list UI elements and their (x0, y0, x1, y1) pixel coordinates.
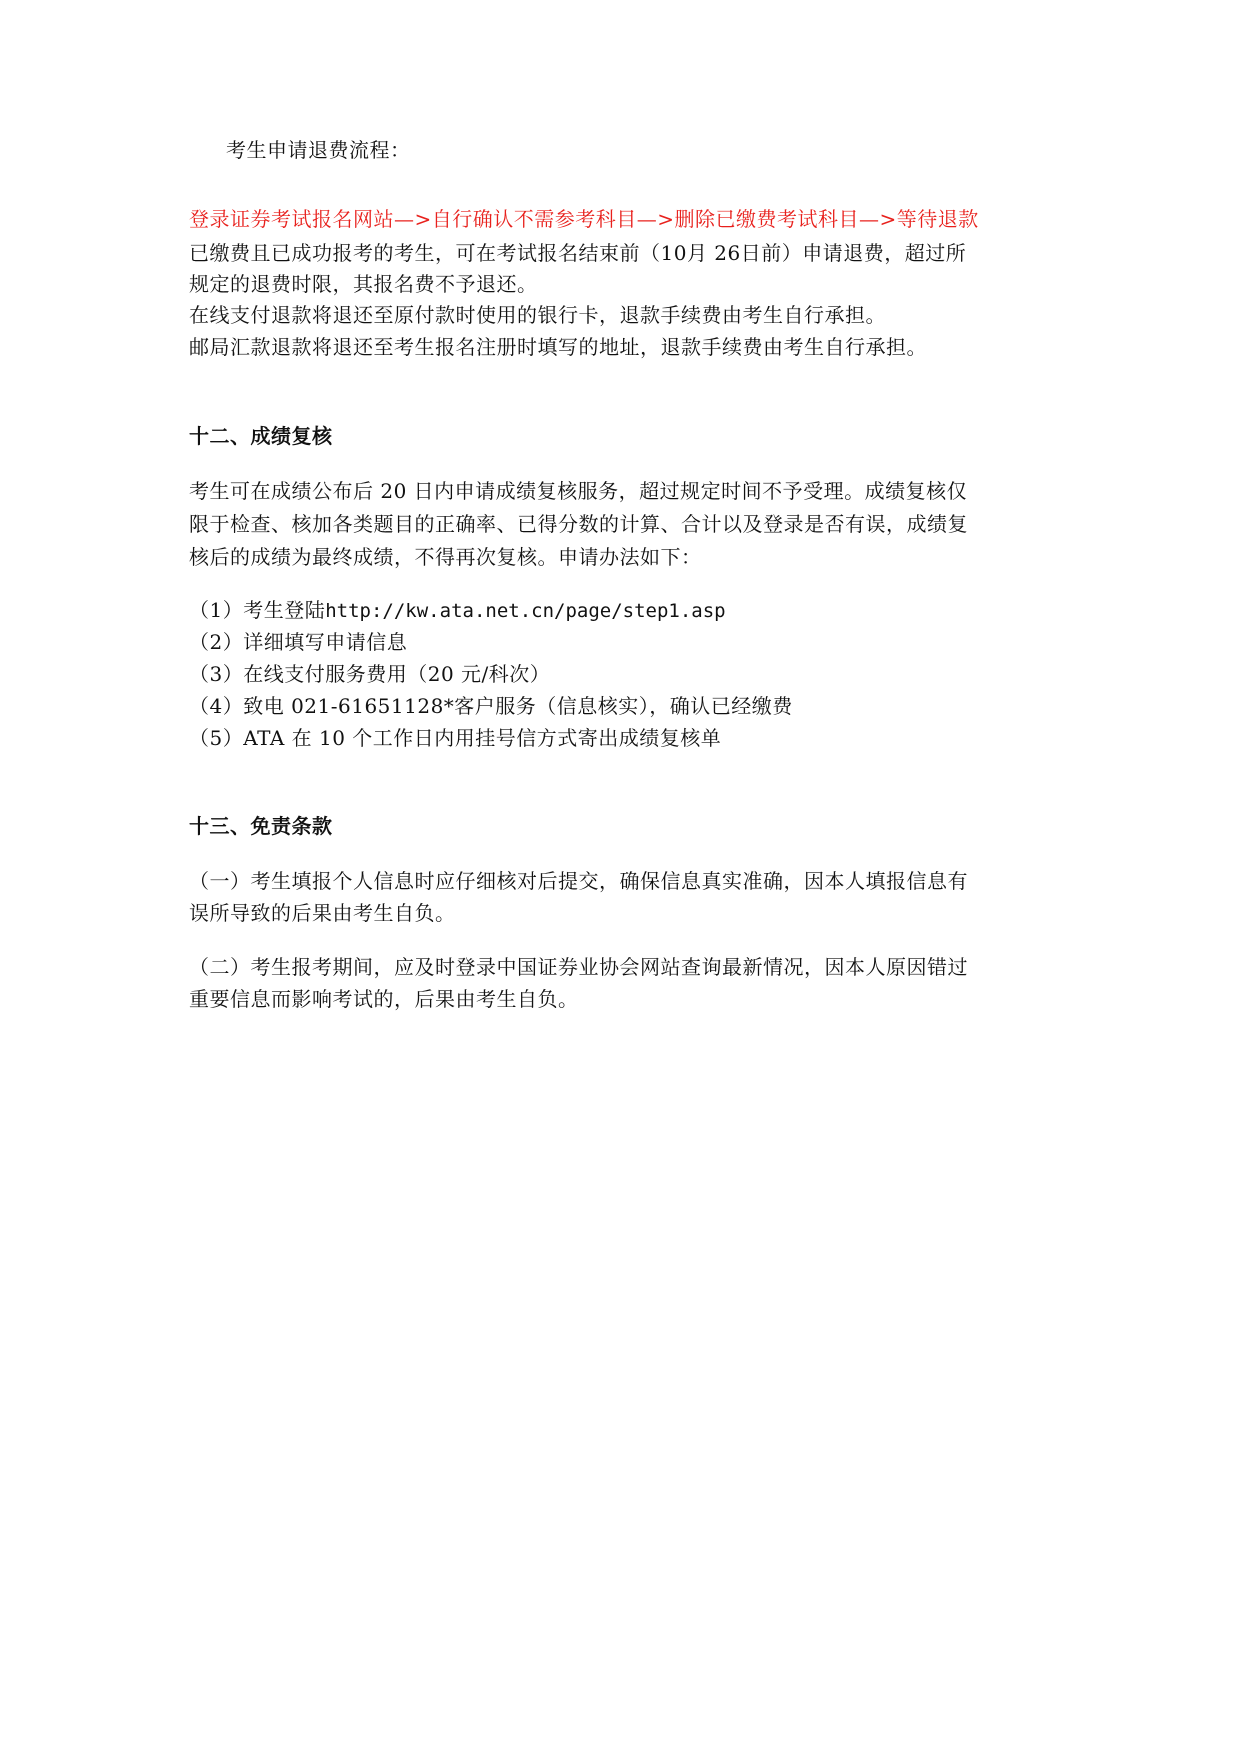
section-12-title: 十二、成绩复核 (189, 424, 333, 448)
refund-flow: 登录证券考试报名网站—>自行确认不需参考科目—>删除已缴费考试科目—>等待退款 (189, 207, 979, 231)
section-12-paragraph-line-2: 限于检查、核加各类题目的正确率、已得分数的计算、合计以及登录是否有误，成绩复 (189, 512, 968, 536)
review-step-4: （4）致电 021-61651128*客户服务（信息核实），确认已经缴费 (189, 694, 793, 718)
review-step-2: （2）详细填写申请信息 (189, 630, 408, 654)
refund-postal-note: 邮局汇款退款将退还至考生报名注册时填写的地址，退款手续费由考生自行承担。 (189, 335, 927, 359)
refund-intro: 考生申请退费流程： (226, 138, 411, 162)
review-step-5: （5）ATA 在 10 个工作日内用挂号信方式寄出成绩复核单 (189, 726, 722, 750)
disclaimer-2-line-1: （二）考生报考期间，应及时登录中国证券业协会网站查询最新情况，因本人原因错过 (189, 955, 968, 979)
refund-paragraph-line-2: 规定的退费时限，其报名费不予退还。 (189, 272, 538, 296)
review-step-3: （3）在线支付服务费用（20 元/科次） (189, 662, 551, 686)
refund-online-note: 在线支付退款将退还至原付款时使用的银行卡，退款手续费由考生自行承担。 (189, 303, 886, 327)
refund-paragraph-line-1: 已缴费且已成功报考的考生，可在考试报名结束前（10月 26日前）申请退费，超过所 (189, 241, 967, 265)
section-12-paragraph-line-3: 核后的成绩为最终成绩，不得再次复核。申请办法如下： (189, 545, 702, 569)
review-url-link[interactable]: http://kw.ata.net.cn/page/step1.asp (325, 600, 726, 622)
disclaimer-1-line-2: 误所导致的后果由考生自负。 (189, 901, 456, 925)
disclaimer-2-line-2: 重要信息而影响考试的，后果由考生自负。 (189, 987, 579, 1011)
review-step-1-label: （1）考生登陆 (189, 598, 326, 622)
review-step-1 (189, 594, 726, 627)
section-13-title: 十三、免责条款 (189, 814, 333, 838)
disclaimer-1-line-1: （一）考生填报个人信息时应仔细核对后提交，确保信息真实准确，因本人填报信息有 (189, 869, 968, 893)
section-12-paragraph-line-1: 考生可在成绩公布后 20 日内申请成绩复核服务，超过规定时间不予受理。成绩复核仅 (189, 479, 968, 503)
